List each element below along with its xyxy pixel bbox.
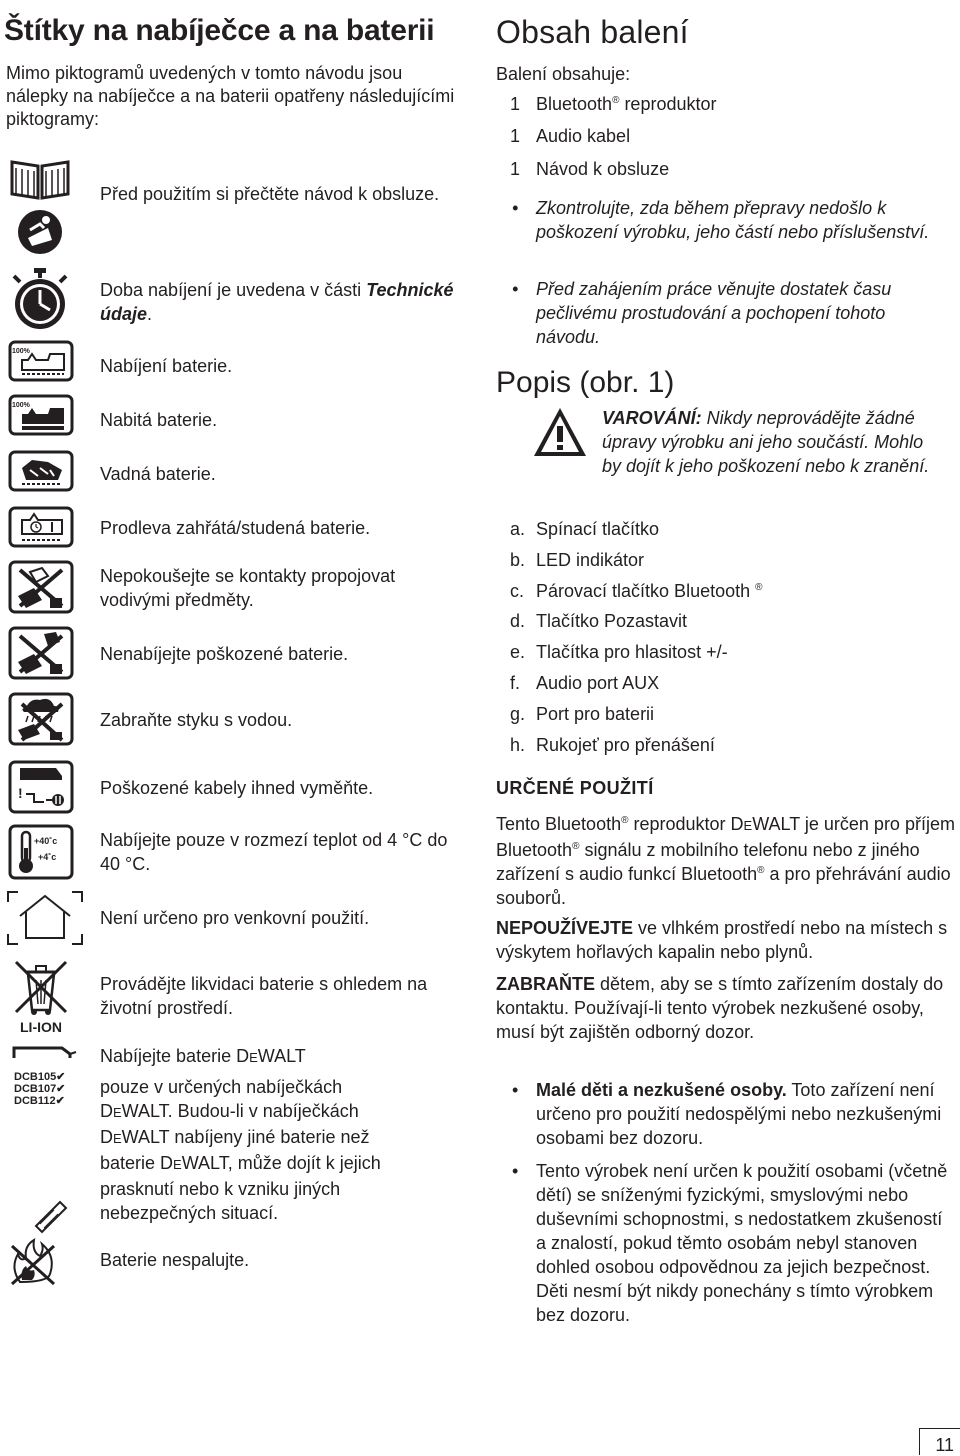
intended-use-paragraph: Tento Bluetooth® reproduktor DEWALT je určen pro příjem Bluetooth® signálu z mobilního telefonu nebo z jiného zařízení s audio funkcí Bluetooth® a pro přehrávání audio souborů. — [496, 814, 955, 908]
warning-label: VAROVÁNÍ: — [602, 408, 702, 428]
pictogram-text-dewalt: Nabíjejte baterie DEWALT pouze v určených nabíječkách DEWALT. Budou-li v nabíječkách DEWALT nabíjeny jiné baterie než baterie DEWALT, může dojít k jejich prasknutí nebo k vzniku jiných nebezpečných situací. — [100, 1046, 381, 1223]
check-bullet: • Před zahájením práce věnujte dostatek času pečlivému prostudování a pochopení tohoto návodu. — [512, 279, 892, 347]
li-ion-label: LI-ION — [20, 1019, 62, 1035]
part-item: b. LED indikátor — [510, 550, 645, 570]
page-number-box — [919, 1428, 960, 1455]
dewalt-charger-icon — [8, 1040, 72, 1110]
page-number: 11 — [935, 1435, 954, 1455]
package-contains-label: Balení obsahuje: — [496, 64, 631, 84]
no-conductive-objects-icon — [8, 560, 72, 614]
battery-charged-icon — [8, 394, 72, 436]
pictogram-text-damaged: Nenabíjejte poškozené baterie. — [100, 644, 349, 664]
labels-intro: Mimo piktogramů uvedených v tomto návodu jsou nálepky na nabíječce a na baterii opatřeny následujícími piktogramy: — [6, 63, 455, 129]
stopwatch-icon — [8, 268, 72, 330]
section-title-package: Obsah balení — [496, 14, 689, 50]
pictogram-text-water: Zabraňte styku s vodou. — [100, 710, 293, 730]
part-item: d. Tlačítko Pozastavit — [510, 611, 688, 631]
pictogram-text-charging: Nabíjení baterie. — [100, 356, 233, 376]
battery-faulty-icon — [8, 450, 72, 492]
battery-charging-icon — [8, 340, 72, 382]
pictogram-text-conductive: Nepokoušejte se kontakty propojovat vodivými předměty. — [100, 566, 396, 610]
pictogram-text-faulty: Vadná baterie. — [100, 464, 216, 484]
pictogram-text-recycle: Provádějte likvidaci baterie s ohledem na životní prostředí. — [100, 974, 428, 1018]
package-item: 1 Bluetooth® reproduktor — [510, 94, 717, 114]
pictogram-text-delay: Prodleva zahřátá/studená baterie. — [100, 518, 371, 538]
recycle-bin-icon — [8, 956, 72, 1038]
part-item: e. Tlačítka pro hlasitost +/- — [510, 642, 728, 662]
warning-text: VAROVÁNÍ: Nikdy neprovádějte žádné úpravy výrobku ani jeho součástí. Mohlo by dojít k jeho poškození nebo k zranění. — [602, 408, 930, 476]
no-fire-icon — [6, 1196, 70, 1286]
page-footer — [0, 1428, 960, 1454]
pictogram-text-charged: Nabitá baterie. — [100, 410, 218, 430]
check-bullet: • Zkontrolujte, zda během přepravy nedošlo k poškození výrobku, jeho částí nebo příslušenství. — [512, 198, 930, 242]
do-not-use-paragraph: NEPOUŽÍVEJTE ve vlhkém prostředí nebo na místech s výskytem hořlavých kapalin nebo plynů. — [496, 918, 948, 962]
replace-cable-icon — [8, 760, 72, 814]
part-item: c. Párovací tlačítko Bluetooth ® — [510, 581, 763, 601]
section-title-description: Popis (obr. 1) — [496, 366, 675, 399]
svg-text:!: ! — [18, 785, 23, 801]
pictogram-text-charge-time: Doba nabíjení je uvedena v části Technické údaje. — [100, 280, 454, 324]
part-item: f. Audio port AUX — [510, 673, 660, 693]
tech-data-ref: Technické údaje — [100, 280, 454, 324]
model-dcb112: DCB112✔ — [14, 1095, 65, 1107]
warning-triangle-icon — [532, 404, 588, 465]
part-item: g. Port pro baterii — [510, 704, 655, 724]
model-dcb107: DCB107✔ — [14, 1083, 66, 1095]
package-item: 1 Návod k obsluze — [510, 159, 670, 179]
section-title-labels: Štítky na nabíječce a na baterii — [4, 14, 435, 47]
charging-percent-label: 100% — [12, 348, 30, 355]
pictogram-text-fire: Baterie nespalujte. — [100, 1250, 250, 1270]
section-title-intended-use: URČENÉ POUŽITÍ — [496, 778, 654, 798]
read-manual-icon — [8, 156, 72, 256]
pictogram-text-cable: Poškozené kabely ihned vyměňte. — [100, 778, 374, 798]
charged-percent-label: 100% — [12, 402, 30, 409]
children-paragraph: ZABRAŇTE dětem, aby se s tímto zařízením dostaly do kontaktu. Používají-li tento výrobek nezkušené osoby, musí být zajištěn odborný dozor. — [496, 974, 944, 1042]
no-water-icon — [8, 692, 72, 746]
indoor-only-icon — [6, 890, 70, 946]
no-damaged-battery-icon — [8, 626, 72, 680]
package-item: 1 Audio kabel — [510, 126, 631, 146]
thermometer-icon — [8, 824, 72, 880]
use-bullet: • Malé děti a nezkušené osoby. Toto zařízení není určeno pro použití nedospělými nebo nezkušenými osobami bez dozoru. — [512, 1080, 942, 1148]
part-item: h. Rukojeť pro přenášení — [510, 735, 715, 755]
model-dcb105: DCB105✔ — [14, 1071, 66, 1083]
pictogram-text-temperature: Nabíjejte pouze v rozmezí teplot od 4 °C do 40 °C. — [100, 830, 448, 874]
pictogram-text-indoor: Není určeno pro venkovní použití. — [100, 908, 370, 928]
pictogram-text-read-manual: Před použitím si přečtěte návod k obsluze. — [100, 184, 440, 204]
use-bullet: • Tento výrobek není určen k použití osobami (včetně dětí) se sníženými fyzickými, smyslovými nebo duševními schopnostmi, s nedostatkem zkušeností a znalostí, pokud těmto osobám nebyl stanoven dohled osobou odpovědnou za jejich bezpečnost. Děti nesmí být nikdy ponechány s tímto výrobkem bez dozoru. — [512, 1161, 948, 1325]
battery-delay-icon — [8, 506, 72, 548]
temp-max-label: +40˚c — [34, 836, 58, 846]
part-item: a. Spínací tlačítko — [510, 519, 660, 539]
temp-min-label: +4˚c — [38, 852, 57, 862]
